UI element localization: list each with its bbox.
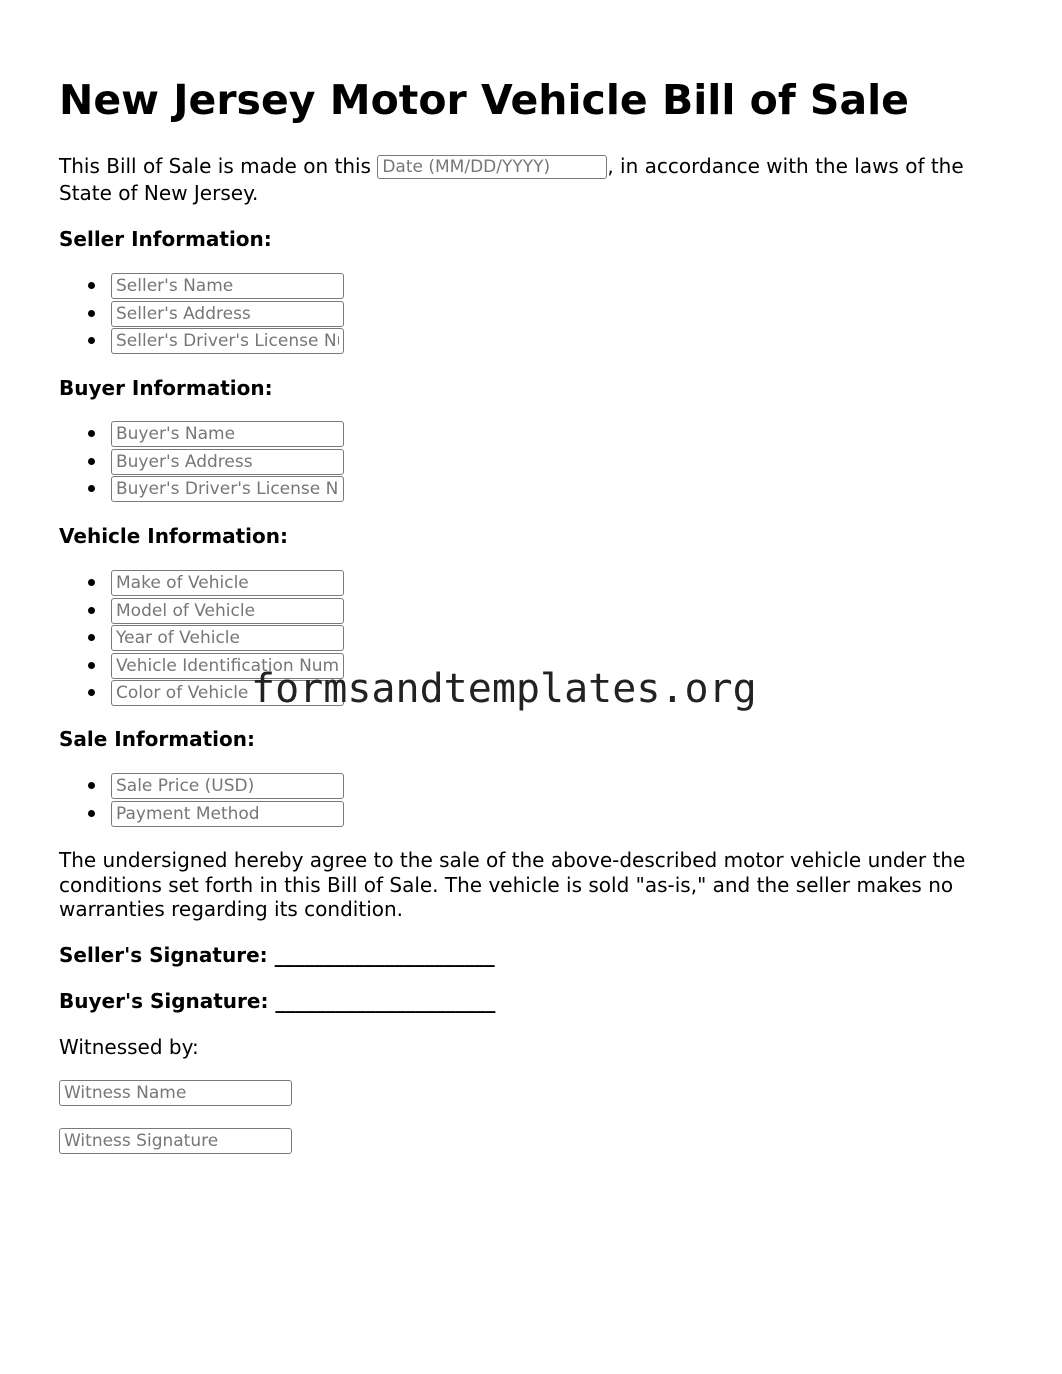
buyer-heading: Buyer Information:	[59, 376, 273, 400]
vehicle-year-input[interactable]	[111, 625, 344, 651]
sale-heading: Sale Information:	[59, 727, 255, 751]
buyer-name-input[interactable]	[111, 421, 344, 447]
vehicle-vin-input[interactable]	[111, 653, 344, 679]
seller-name-input[interactable]	[111, 273, 344, 299]
seller-heading: Seller Information:	[59, 227, 272, 251]
page-title: New Jersey Motor Vehicle Bill of Sale	[59, 76, 909, 124]
agreement-paragraph: The undersigned hereby agree to the sale of the above-described motor vehicle under the conditions set forth in this Bill of Sale. The vehicle is sold "as-is," and the seller makes no warranties regarding its condition.	[59, 848, 966, 921]
buyer-license-input[interactable]	[111, 476, 344, 502]
sale-price-input[interactable]	[111, 773, 344, 799]
buyer-address-input[interactable]	[111, 449, 344, 475]
witness-name-input[interactable]	[59, 1080, 292, 1106]
payment-method-input[interactable]	[111, 801, 344, 827]
vehicle-heading: Vehicle Information:	[59, 524, 288, 548]
witness-signature-input[interactable]	[59, 1128, 292, 1154]
vehicle-model-input[interactable]	[111, 598, 344, 624]
vehicle-color-input[interactable]	[111, 680, 344, 706]
date-input[interactable]	[377, 155, 607, 179]
intro-text-after: , in accordance with the laws of the State of New Jersey.	[59, 154, 964, 205]
buyer-signature-line: Buyer's Signature: ______________________	[59, 989, 496, 1013]
vehicle-make-input[interactable]	[111, 570, 344, 596]
seller-signature-line: Seller's Signature: ______________________	[59, 943, 495, 967]
witnessed-by-label: Witnessed by:	[59, 1035, 199, 1059]
watermark-text: formsandtemplates.org	[251, 666, 757, 712]
intro-paragraph	[59, 153, 1009, 207]
seller-address-input[interactable]	[111, 301, 344, 327]
seller-license-input[interactable]	[111, 328, 344, 354]
intro-text-before: This Bill of Sale is made on this	[59, 154, 378, 178]
